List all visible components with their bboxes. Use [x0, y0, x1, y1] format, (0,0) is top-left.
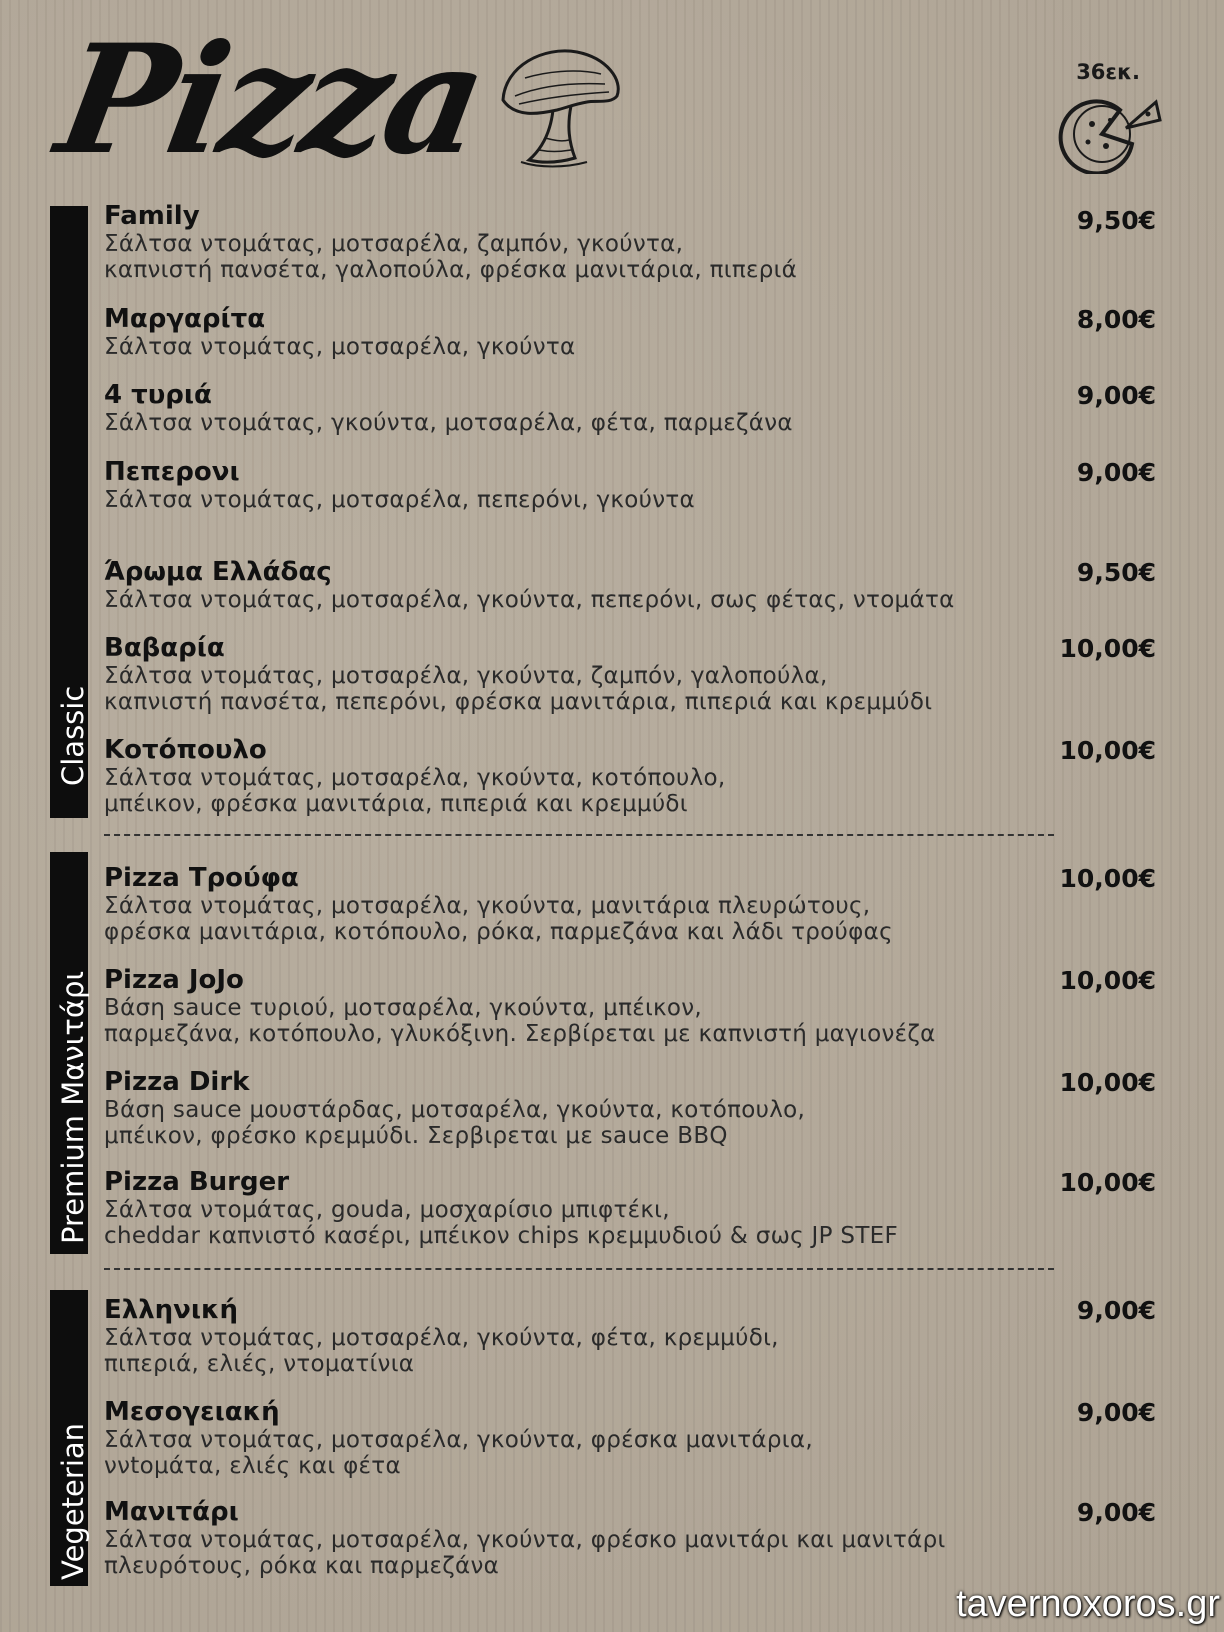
item-name: Άρωμα Ελλάδας — [104, 557, 332, 587]
item-desc-line: Σάλτσα ντομάτας, μοτσαρέλα, γκούντα, πεπερόνι, σως φέτας, ντομάτα — [104, 587, 955, 613]
item-price: 10,00€ — [1059, 1168, 1156, 1197]
item-desc-line: Σάλτσα ντομάτας, μοτσαρέλα, ζαμπόν, γκούντα, — [104, 231, 684, 257]
item-name: Pizza JoJo — [104, 965, 244, 995]
menu-item — [104, 1398, 1156, 1479]
item-desc-line: μπέικον, φρέσκο κρεμμύδι. Σερβιρεται με sauce BBQ — [104, 1123, 728, 1149]
item-name: Family — [104, 201, 200, 231]
item-desc-line: πλευρότους, ρόκα και παρμεζάνα — [104, 1553, 500, 1579]
item-desc-line: μπέικον, φρέσκα μανιτάρια, πιπεριά και κρεμμύδι — [104, 791, 688, 817]
item-desc-line: Σάλτσα ντομάτας, γκούντα, μοτσαρέλα, φέτα, παρμεζάνα — [104, 410, 793, 436]
item-price: 10,00€ — [1059, 1068, 1156, 1097]
item-price: 10,00€ — [1059, 864, 1156, 893]
item-desc-line: καπνιστή πανσέτα, γαλοπούλα, φρέσκα μανιτάρια, πιπεριά — [104, 257, 798, 283]
menu-item — [104, 1168, 1156, 1249]
item-price: 8,00€ — [1076, 305, 1156, 334]
menu-item — [104, 966, 1156, 1047]
item-name: Πεπερονι — [104, 457, 240, 487]
item-desc-line: Σάλτσα ντομάτας, gouda, μοσχαρίσιο μπιφτέκι, — [104, 1197, 670, 1223]
item-name: Μαργαρίτα — [104, 304, 266, 334]
menu-item — [104, 558, 1156, 613]
section-label: Classic — [56, 685, 90, 786]
section-bar-vegeterian — [50, 1290, 88, 1586]
item-desc-line: Σάλτσα ντομάτας, μοτσαρέλα, πεπερόνι, γκούντα — [104, 487, 695, 513]
item-desc-line: πιπεριά, ελιές, ντοματίνια — [104, 1351, 415, 1377]
section-label: Premium Μανιτάρι — [56, 970, 90, 1244]
item-desc-line: Σάλτσα ντομάτας, μοτσαρέλα, γκούντα, φέτα, κρεμμύδι, — [104, 1325, 779, 1351]
section-bar-classic — [50, 206, 88, 818]
size-label: 36εκ. — [1076, 60, 1140, 84]
menu-item — [104, 736, 1156, 817]
menu-item — [104, 458, 1156, 513]
item-desc-line: Σάλτσα ντομάτας, μοτσαρέλα, γκούντα, φρέσκο μανιτάρι και μανιτάρι — [104, 1527, 946, 1553]
item-name: Pizza Τρούφα — [104, 863, 299, 893]
item-name: 4 τυριά — [104, 380, 212, 410]
section-bar-premium — [50, 852, 88, 1254]
item-desc-line: φρέσκα μανιτάρια, κοτόπουλο, ρόκα, παρμεζάνα και λάδι τρούφας — [104, 919, 893, 945]
item-price: 9,00€ — [1076, 1498, 1156, 1527]
item-name: Βαβαρία — [104, 633, 225, 663]
item-desc-line: cheddar καπνιστό κασέρι, μπέικον chips κρεμμυδιού & σως JP STEF — [104, 1223, 899, 1249]
menu-item — [104, 381, 1156, 436]
section-label: Vegeterian — [56, 1422, 90, 1580]
item-desc-line: καπνιστή πανσέτα, πεπερόνι, φρέσκα μανιτάρια, πιπεριά και κρεμμύδι — [104, 689, 933, 715]
menu-item — [104, 305, 1156, 360]
item-name: Ελληνική — [104, 1295, 238, 1325]
item-name: Pizza Dirk — [104, 1067, 250, 1097]
item-desc-line: Σάλτσα ντομάτας, μοτσαρέλα, γκούντα, ζαμπόν, γαλοπούλα, — [104, 663, 828, 689]
item-desc-line: Σάλτσα ντομάτας, μοτσαρέλα, γκούντα — [104, 334, 576, 360]
item-desc-line: Σάλτσα ντομάτας, μοτσαρέλα, γκούντα, μανιτάρια πλευρώτους, — [104, 893, 871, 919]
item-price: 9,00€ — [1076, 458, 1156, 487]
menu-item — [104, 1498, 1156, 1579]
pizza-slice-icon — [1058, 88, 1162, 174]
item-price: 9,00€ — [1076, 381, 1156, 410]
item-desc-line: Βάση sauce μουστάρδας, μοτσαρέλα, γκούντα, κοτόπουλο, — [104, 1097, 806, 1123]
menu-item — [104, 1068, 1156, 1149]
section-divider — [104, 1268, 1054, 1270]
item-price: 10,00€ — [1059, 736, 1156, 765]
mushroom-icon — [495, 38, 630, 173]
menu-item — [104, 202, 1156, 283]
item-name: Κοτόπουλο — [104, 735, 267, 765]
item-price: 9,00€ — [1076, 1398, 1156, 1427]
item-desc-line: ννtομάτα, ελιές και φέτα — [104, 1453, 401, 1479]
item-desc-line: Βάση sauce τυριού, μοτσαρέλα, γκούντα, μπέικον, — [104, 995, 703, 1021]
item-desc-line: παρμεζάνα, κοτόπουλο, γλυκόξινη. Σερβίρεται με καπνιστή μαγιονέζα — [104, 1021, 936, 1047]
item-price: 10,00€ — [1059, 966, 1156, 995]
menu-item — [104, 634, 1156, 715]
item-name: Μεσογειακή — [104, 1397, 280, 1427]
item-name: Pizza Burger — [104, 1167, 290, 1197]
item-price: 9,50€ — [1076, 206, 1156, 235]
item-price: 9,00€ — [1076, 1296, 1156, 1325]
watermark-link[interactable]: tavernoxoros.gr — [955, 1583, 1220, 1625]
menu-item — [104, 1296, 1156, 1377]
page-title: Pizza — [46, 12, 495, 188]
item-name: Μανιτάρι — [104, 1497, 239, 1527]
item-price: 9,50€ — [1076, 558, 1156, 587]
item-price: 10,00€ — [1059, 634, 1156, 663]
item-desc-line: Σάλτσα ντομάτας, μοτσαρέλα, γκούντα, κοτόπουλο, — [104, 765, 726, 791]
menu-item — [104, 864, 1156, 945]
section-divider — [104, 834, 1054, 836]
item-desc-line: Σάλτσα ντομάτας, μοτσαρέλα, γκούντα, φρέσκα μανιτάρια, — [104, 1427, 813, 1453]
